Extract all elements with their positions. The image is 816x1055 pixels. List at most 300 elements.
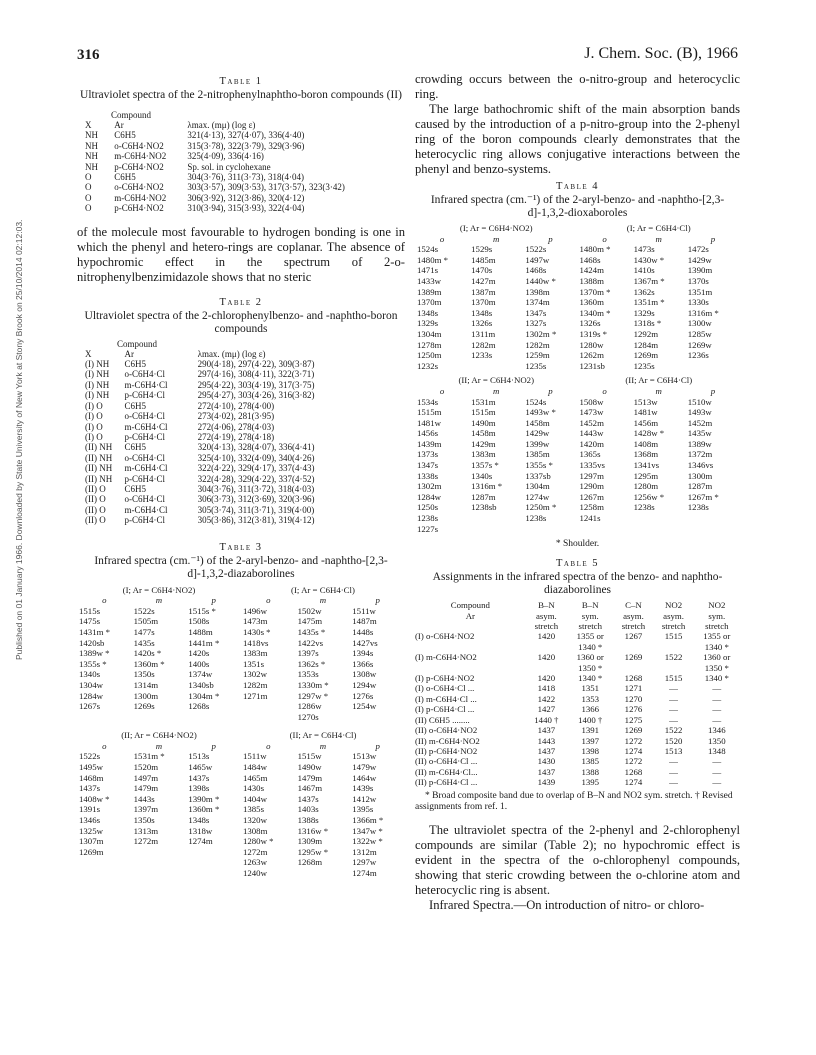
table3-label: Table 3: [219, 541, 263, 553]
table-row: [415, 350, 740, 361]
table-cell: 1271: [624, 683, 643, 694]
table-cell: 1410s: [633, 265, 655, 276]
table-cell: (I) NH: [85, 359, 110, 370]
table-cell: [469, 361, 523, 372]
table-cell: 1350 *: [704, 662, 729, 673]
table2-compound-head: Compound: [117, 338, 158, 349]
table-cell: 1477s: [133, 626, 155, 637]
table-cell: 1431m *: [79, 626, 111, 637]
table-cell: 1302m *: [525, 328, 557, 339]
table-cell: —: [712, 704, 722, 715]
table-cell: 1400s: [188, 658, 210, 669]
table-row: [85, 401, 385, 411]
table-cell: 1335vs: [579, 460, 605, 471]
table-cell: 1360 or: [703, 652, 731, 663]
table-cell: 1440w *: [525, 275, 556, 286]
column-header: X: [85, 120, 92, 130]
paragraph: of the molecule most favourable to hydrogen bonding is one in which the phenyl and hetero-rings are coplanar. The absence of hypochromic effect in the spectrum of 2-o-nitrophenylbenzimidazole shows that no steric: [77, 224, 405, 284]
table-row: [415, 767, 740, 777]
table-cell: [523, 524, 577, 535]
table-cell: 1395s: [352, 804, 374, 815]
table-cell: 1480m *: [417, 254, 449, 265]
table-cell: o-C6H4·Cl: [124, 411, 166, 422]
table-cell: 1318w: [188, 825, 213, 836]
table-cell: 1314m: [133, 679, 159, 690]
table-cell: —: [669, 777, 678, 788]
table-header-row: [415, 621, 740, 631]
table-cell: 1311m: [471, 328, 496, 339]
table-cell: 1274: [624, 777, 643, 788]
table-cell: 1515s: [79, 605, 101, 616]
table3: [77, 585, 405, 879]
table-header-row: [415, 611, 740, 621]
table-cell: 1295m: [633, 470, 659, 481]
table1-label: Table 1: [219, 76, 263, 87]
table-cell: 1285w: [687, 328, 712, 339]
table-cell: 1420m: [579, 438, 604, 449]
table-row: [85, 442, 385, 452]
table-cell: 1385: [581, 756, 600, 767]
column-header: m: [655, 385, 662, 396]
table-cell: 1490m: [471, 417, 496, 428]
paragraph: crowding occurs between the o-nitro-group and heterocyclic ring.: [415, 72, 740, 101]
table-row: [415, 715, 740, 725]
table4-label: Table 4: [555, 181, 600, 192]
table-cell: 1304m *: [188, 690, 220, 701]
table-cell: 1467m: [297, 783, 323, 794]
table-cell: 1522: [664, 725, 683, 736]
table-cell: 1408m: [633, 438, 659, 449]
table4: [415, 223, 740, 534]
ir-block: [415, 223, 740, 371]
table-cell: 1531m *: [133, 751, 165, 762]
table-cell: 1287m: [471, 491, 496, 502]
table-cell: 1346: [708, 725, 726, 736]
table-cell: 1297m: [579, 470, 604, 481]
table-cell: 1274: [624, 745, 643, 756]
table-cell: 1458m: [525, 417, 550, 428]
group-header: (I; Ar = C6H4·Cl): [291, 584, 355, 595]
table-cell: 1427m: [471, 275, 496, 286]
table-cell: 1325w: [79, 825, 103, 836]
table-row: [77, 616, 405, 627]
table-cell: 1347s: [417, 460, 439, 471]
table-cell: 1295w *: [297, 846, 329, 857]
table-row: [77, 669, 405, 680]
table-cell: 1433w: [417, 275, 441, 286]
table5-label: Table 5: [555, 558, 600, 570]
table-row: [415, 449, 740, 460]
table-cell: [77, 868, 132, 879]
right-column: [415, 72, 740, 913]
table-cell: 1427: [537, 704, 556, 715]
table-cell: 1312m: [352, 846, 377, 857]
table-cell: 1360m *: [188, 804, 220, 815]
table-cell: 1390m: [687, 265, 713, 276]
table-cell: 1268m: [297, 857, 323, 868]
table-cell: 1322w *: [352, 836, 383, 847]
table-cell: (II) O: [85, 483, 106, 494]
table-cell: 303(3·57), 309(3·53), 317(3·57), 323(3·42): [187, 182, 345, 193]
table-cell: 1429w: [525, 428, 550, 439]
table-header-row: [85, 120, 395, 130]
table-cell: 1490w: [297, 762, 322, 773]
table-cell: 1300m: [133, 690, 159, 701]
table-row: [77, 815, 405, 826]
table-cell: 1330s: [687, 297, 709, 308]
table-cell: 1390m *: [188, 793, 220, 804]
table-cell: —: [712, 756, 722, 767]
table-cell: 1347w *: [352, 825, 383, 836]
table-cell: [186, 847, 241, 858]
table-cell: 1272m: [242, 846, 268, 857]
table-cell: 1297w *: [297, 690, 329, 701]
table-cell: 1350 *: [578, 662, 603, 673]
table-cell: 1420sb: [79, 637, 105, 648]
table-cell: 1350: [708, 735, 726, 746]
table-cell: [632, 513, 686, 524]
table-cell: 1318s *: [633, 318, 662, 329]
table-cell: 1395: [581, 777, 600, 788]
table-cell: 1394s: [352, 648, 374, 659]
table-cell: 1227s: [417, 523, 439, 534]
table-row: [415, 276, 740, 287]
table-cell: 1484w: [242, 762, 267, 773]
table-row: [85, 432, 385, 442]
table-row: [85, 494, 385, 504]
table-cell: 1232s: [417, 360, 439, 371]
column-header: m: [319, 595, 327, 606]
table-cell: 1437s: [188, 772, 210, 783]
table-cell: 1348s: [417, 307, 439, 318]
table-cell: 1502w: [297, 605, 322, 616]
table-row: [415, 397, 740, 408]
table-cell: 1493w *: [525, 407, 556, 418]
table-cell: 1404w: [242, 793, 267, 804]
table-cell: 1397s: [297, 648, 319, 659]
table-cell: 1389w *: [79, 648, 110, 659]
table-cell: 1238s: [417, 513, 439, 524]
table-cell: 1270: [624, 693, 643, 704]
column-header: p: [548, 385, 553, 396]
table-cell: p-C6H4·Cl: [124, 390, 166, 401]
group-header: (II; Ar = C6H4·NO2): [458, 375, 535, 386]
table-cell: 1269w: [687, 339, 712, 350]
table-cell: —: [712, 693, 722, 704]
column-header: o: [602, 233, 607, 244]
table-cell: 1441m *: [188, 637, 220, 648]
column-header: Ar: [465, 610, 475, 621]
table-cell: (II) O: [85, 515, 106, 526]
table-cell: 1399w: [525, 438, 550, 449]
table-cell: 1488m: [188, 626, 213, 637]
table-row: [415, 524, 740, 535]
table1-caption: Ultraviolet spectra of the 2-nitrophenylnaphtho-boron compounds (II): [80, 89, 402, 101]
group-header-row: [77, 730, 405, 741]
table-cell: 1365s: [579, 449, 601, 460]
table-cell: 1468s: [525, 265, 547, 276]
table-cell: (II) NH: [85, 463, 113, 474]
table-row: [415, 652, 740, 662]
table-row: [77, 751, 405, 762]
table-cell: 1456m: [633, 417, 659, 428]
table-cell: 1351m: [687, 286, 713, 297]
table-cell: 1387m: [471, 286, 496, 297]
table-row: [415, 777, 740, 787]
table-cell: 1370m *: [579, 286, 611, 297]
table-cell: [415, 663, 526, 673]
table-row: [415, 407, 740, 418]
table-cell: 1272: [624, 756, 643, 767]
table-row: [77, 762, 405, 773]
table-cell: p-C6H4·NO2: [114, 161, 164, 172]
table-cell: 1391s: [79, 804, 101, 815]
table-cell: 1267m *: [687, 491, 719, 502]
table-cell: 1448s: [352, 626, 374, 637]
table-row: [77, 627, 405, 638]
table-cell: —: [669, 766, 678, 777]
table-cell: 1487m: [352, 616, 377, 627]
table-cell: 1350s: [133, 815, 155, 826]
table-cell: 1412w: [352, 793, 377, 804]
table-row: [77, 773, 405, 784]
table-cell: 272(4·19), 278(4·18): [197, 431, 275, 442]
column-header: p: [710, 233, 716, 244]
table-row: [77, 701, 405, 712]
table-cell: 321(4·13), 327(4·07), 336(4·40): [187, 130, 305, 141]
table-cell: (II) C6H5 ........: [415, 714, 470, 725]
column-header: sym.: [708, 610, 726, 621]
table-cell: (II) p-C6H4·NO2: [415, 745, 478, 756]
table-cell: 1353: [581, 693, 600, 704]
column-header: stretch: [621, 621, 646, 632]
table-cell: (I) NH: [85, 369, 110, 380]
table-cell: 1362s: [633, 286, 655, 297]
table-cell: 1397: [581, 735, 600, 746]
table-cell: 305(3·86), 312(3·81), 319(4·12): [197, 515, 315, 526]
table-cell: m-C6H4·Cl: [124, 504, 168, 515]
table-cell: 1420: [537, 652, 556, 663]
column-header: B–N: [538, 600, 555, 611]
table-cell: 1373s: [417, 449, 439, 460]
table-row: [77, 836, 405, 847]
table-cell: (I) O: [85, 411, 103, 422]
table-cell: 1340 *: [704, 641, 729, 652]
table-row: [85, 422, 385, 432]
table-cell: (I) o-C6H4·Cl ...: [415, 683, 475, 694]
table-cell: 1368m: [633, 449, 659, 460]
table-cell: 1275: [624, 714, 643, 725]
table-cell: 272(4·06), 278(4·03): [197, 421, 275, 432]
table-cell: 1511w: [242, 751, 267, 762]
table-cell: 320(4·13), 328(4·07), 336(4·41): [197, 442, 315, 453]
table-row: [85, 505, 385, 515]
table-cell: 1531m: [471, 396, 496, 407]
table-cell: 1383m: [242, 648, 268, 659]
table-row: [415, 361, 740, 372]
table-cell: 1439: [537, 777, 556, 788]
table-cell: —: [712, 714, 722, 725]
table-cell: 1508w: [579, 396, 604, 407]
table-cell: [186, 868, 241, 879]
table-cell: (II) NH: [85, 452, 113, 463]
table-cell: 1294w: [352, 679, 377, 690]
group-header-row: [415, 223, 740, 234]
table-cell: 1316m *: [687, 307, 719, 318]
table-row: [85, 380, 385, 390]
table-cell: 1472s: [687, 244, 709, 255]
table-cell: (II) p-C6H4·Cl ...: [415, 777, 478, 788]
column-header: asym.: [663, 610, 684, 621]
table-cell: 1233s: [471, 350, 493, 361]
table-cell: 1430: [537, 756, 556, 767]
table-cell: [132, 857, 187, 868]
table-cell: 1524s: [525, 396, 547, 407]
table-cell: m-C6H4·NO2: [114, 151, 167, 162]
table-cell: 1340sb: [188, 679, 214, 690]
table-cell: NH: [85, 130, 98, 141]
table-cell: [613, 663, 653, 673]
group-header: (II; Ar = C6H4·Cl): [625, 375, 693, 386]
table-cell: 1437: [537, 766, 556, 777]
table-cell: 1297w: [352, 857, 377, 868]
table-cell: 1329s: [417, 318, 439, 329]
table-cell: 1443s: [133, 793, 155, 804]
table-cell: 1316m *: [471, 481, 503, 492]
table-cell: 1267s: [79, 701, 101, 712]
table-cell: 1340 *: [704, 673, 729, 684]
column-header: p: [710, 385, 716, 396]
table-cell: [654, 642, 694, 652]
table-cell: 1522s: [79, 751, 101, 762]
column-header: NO2: [665, 600, 683, 611]
table-cell: C6H5: [114, 172, 136, 183]
table-cell: 1337sb: [525, 470, 551, 481]
table-cell: 1398s: [188, 783, 210, 794]
table-cell: (I) O: [85, 421, 103, 432]
table-cell: 1534s: [417, 396, 439, 407]
table-cell: 1391: [581, 725, 600, 736]
table-cell: 1269: [624, 652, 643, 663]
table-cell: 1320w: [242, 815, 267, 826]
table-cell: 1464w: [352, 772, 377, 783]
table-cell: 1439m: [417, 438, 442, 449]
column-header: X: [85, 348, 92, 359]
table-cell: 295(4·27), 303(4·26), 316(3·82): [197, 390, 315, 401]
table-cell: —: [712, 766, 722, 777]
table-cell: 1238sb: [471, 502, 497, 513]
table-cell: Sp. sol. in cyclohexane: [187, 161, 271, 172]
table-cell: 1418vs: [242, 637, 269, 648]
table-cell: 1505m: [133, 616, 159, 627]
table-row: [415, 287, 740, 298]
table-cell: 1340 *: [578, 641, 603, 652]
table-row: [415, 308, 740, 319]
table-cell: 1403s: [297, 804, 319, 815]
table-cell: 1269m: [633, 350, 659, 361]
table-cell: 1435s: [133, 637, 155, 648]
column-header: asym.: [623, 610, 644, 621]
table-cell: 1238s: [633, 502, 655, 513]
table-cell: 1367m *: [633, 275, 665, 286]
column-header: λmax. (mμ) (log ε): [187, 120, 256, 130]
table-cell: [77, 712, 132, 723]
table-cell: 1263w: [242, 857, 267, 868]
column-header: stretch: [534, 621, 559, 632]
table-cell: 1330m *: [297, 679, 329, 690]
table-cell: (II) m-C6H4·NO2: [415, 735, 480, 746]
table-cell: 1398: [581, 745, 600, 756]
table-row: [415, 673, 740, 683]
table-row: [85, 172, 395, 182]
column-header: p: [375, 595, 380, 606]
table-cell: 310(3·94), 315(3·93), 322(4·04): [187, 203, 305, 214]
column-header: o: [266, 740, 271, 751]
table-cell: 1272: [624, 735, 643, 746]
table-cell: 1522s: [133, 605, 155, 616]
table-cell: O: [85, 182, 92, 193]
paragraph: Infrared Spectra.—On introduction of nitro- or chloro-: [429, 897, 705, 912]
table-cell: 1304m: [417, 328, 442, 339]
table-cell: 1347s: [525, 307, 547, 318]
table-cell: [186, 712, 241, 723]
paragraph: The ultraviolet spectra of the 2-phenyl and 2-chlorophenyl compounds are similar (Table 2); no hypochromic effect is evident in the spectra of the o-chlorophenyl compounds, showing that steric crowding between the o-chlorine atom and heterocyclic ring is absent.: [415, 822, 740, 897]
table-cell: O: [85, 172, 92, 183]
table-cell: 1355 or: [703, 631, 731, 642]
table-cell: 1284w: [79, 690, 103, 701]
group-header-row: [415, 375, 740, 386]
table-cell: 1513w: [352, 751, 377, 762]
table-cell: 1302m: [417, 481, 442, 492]
column-header: NO2: [708, 600, 726, 611]
table-cell: [526, 642, 567, 652]
table-cell: (II) O: [85, 504, 106, 515]
table-cell: 1351m *: [633, 297, 665, 308]
table-cell: (II) O: [85, 494, 106, 505]
table-cell: 1515: [664, 673, 683, 684]
table-cell: 1280m: [633, 481, 659, 492]
table-cell: 1439s: [352, 783, 374, 794]
table-cell: 1418: [537, 683, 556, 694]
column-header: B–N: [581, 600, 599, 611]
table-row: [85, 151, 395, 161]
table-cell: 305(3·74), 311(3·71), 319(4·00): [197, 504, 315, 515]
table-cell: 1372m: [687, 449, 713, 460]
table-cell: 1341vs: [633, 460, 660, 471]
table-cell: 1452m: [579, 417, 604, 428]
table-cell: 1355s *: [79, 658, 107, 669]
table-cell: 1515m: [471, 407, 496, 418]
table-cell: 1360m: [579, 297, 604, 308]
table-cell: 1473w: [579, 407, 604, 418]
table-cell: 1348s: [471, 307, 493, 318]
table-cell: 1511w: [352, 605, 376, 616]
table-cell: 1513w: [633, 396, 658, 407]
table-cell: 1348: [708, 745, 726, 756]
table-cell: NH: [85, 140, 98, 151]
table-row: [77, 691, 405, 702]
table-cell: 1313m: [133, 825, 159, 836]
table-cell: 297(4·16), 308(4·11), 322(3·71): [197, 369, 315, 380]
column-header: Compound: [450, 600, 490, 611]
table-row: [415, 255, 740, 266]
table-cell: 295(4·22), 303(4·19), 317(3·75): [197, 379, 315, 390]
table-cell: 1262m: [579, 350, 604, 361]
table-row: [415, 428, 740, 439]
table-cell: 1267: [624, 631, 643, 642]
table-cell: 1284w: [417, 491, 441, 502]
table-cell: 1430s: [242, 783, 264, 794]
